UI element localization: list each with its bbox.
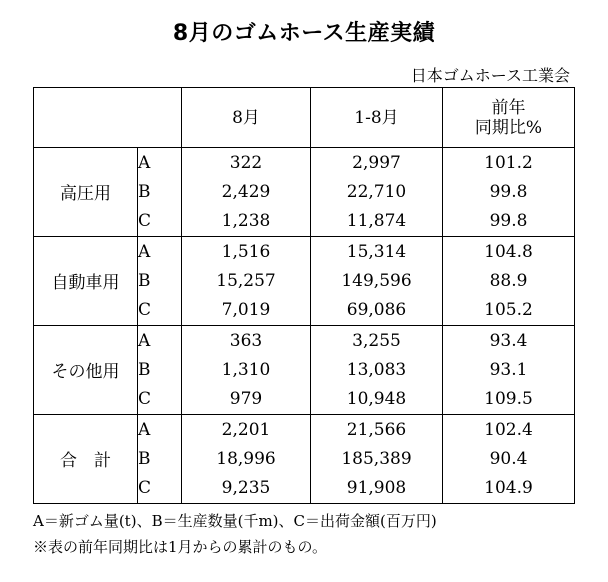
category-cell: 高圧用 xyxy=(34,148,138,237)
header-month: 8月 xyxy=(182,88,311,148)
month-value: 9,235 xyxy=(182,474,311,504)
yoy-value: 104.8 xyxy=(443,236,575,266)
type-cell: A xyxy=(138,325,182,355)
yoy-value: 104.9 xyxy=(443,474,575,504)
legend-note: A＝新ゴム量(t)、B＝生産数量(千m)、C＝出荷金額(百万円) xyxy=(33,512,437,530)
ytd-value: 3,255 xyxy=(311,325,443,355)
type-cell: A xyxy=(138,148,182,178)
table-row xyxy=(34,414,575,444)
type-cell: B xyxy=(138,355,182,384)
month-value: 18,996 xyxy=(182,444,311,473)
category-cell: その他用 xyxy=(34,325,138,414)
type-cell: C xyxy=(138,296,182,326)
header-row xyxy=(34,88,575,148)
header-yoy-line1: 前年 xyxy=(491,97,526,118)
yoy-value: 102.4 xyxy=(443,414,575,444)
type-cell: B xyxy=(138,177,182,206)
month-value: 322 xyxy=(182,148,311,178)
type-cell: C xyxy=(138,207,182,237)
type-cell: B xyxy=(138,444,182,473)
month-value: 1,516 xyxy=(182,236,311,266)
yoy-value: 99.8 xyxy=(443,207,575,237)
ytd-value: 22,710 xyxy=(311,177,443,206)
type-cell: C xyxy=(138,474,182,504)
header-yoy-line2: 同期比% xyxy=(474,117,543,138)
type-cell: A xyxy=(138,236,182,266)
source-label: 日本ゴムホース工業会 xyxy=(410,66,570,85)
header-yoy xyxy=(443,88,575,148)
month-value: 363 xyxy=(182,325,311,355)
category-cell: 自動車用 xyxy=(34,236,138,325)
ytd-value: 11,874 xyxy=(311,207,443,237)
yoy-value: 93.1 xyxy=(443,355,575,384)
footnote: ※表の前年同期比は1月からの累計のもの。 xyxy=(33,538,327,556)
header-ytd: 1-8月 xyxy=(311,88,443,148)
ytd-value: 91,908 xyxy=(311,474,443,504)
type-cell: C xyxy=(138,385,182,415)
month-value: 1,310 xyxy=(182,355,311,384)
ytd-value: 21,566 xyxy=(311,414,443,444)
type-cell: A xyxy=(138,414,182,444)
ytd-value: 185,389 xyxy=(311,444,443,473)
month-value: 2,201 xyxy=(182,414,311,444)
yoy-value: 99.8 xyxy=(443,177,575,206)
ytd-value: 15,314 xyxy=(311,236,443,266)
month-value: 1,238 xyxy=(182,207,311,237)
notes xyxy=(33,508,437,560)
yoy-value: 101.2 xyxy=(443,148,575,178)
ytd-value: 10,948 xyxy=(311,385,443,415)
ytd-value: 13,083 xyxy=(311,355,443,384)
month-value: 979 xyxy=(182,385,311,415)
category-cell: 合 計 xyxy=(34,414,138,503)
page-title: 8月のゴムホース生産実績 xyxy=(172,21,436,46)
yoy-value: 93.4 xyxy=(443,325,575,355)
yoy-value: 90.4 xyxy=(443,444,575,473)
table-row xyxy=(34,325,575,355)
yoy-value: 109.5 xyxy=(443,385,575,415)
yoy-value: 88.9 xyxy=(443,266,575,295)
ytd-value: 149,596 xyxy=(311,266,443,295)
production-table xyxy=(33,87,575,504)
month-value: 15,257 xyxy=(182,266,311,295)
month-value: 2,429 xyxy=(182,177,311,206)
month-value: 7,019 xyxy=(182,296,311,326)
type-cell: B xyxy=(138,266,182,295)
ytd-value: 2,997 xyxy=(311,148,443,178)
ytd-value: 69,086 xyxy=(311,296,443,326)
table-row xyxy=(34,236,575,266)
table-row xyxy=(34,148,575,178)
header-blank-cell xyxy=(34,88,182,148)
yoy-value: 105.2 xyxy=(443,296,575,326)
